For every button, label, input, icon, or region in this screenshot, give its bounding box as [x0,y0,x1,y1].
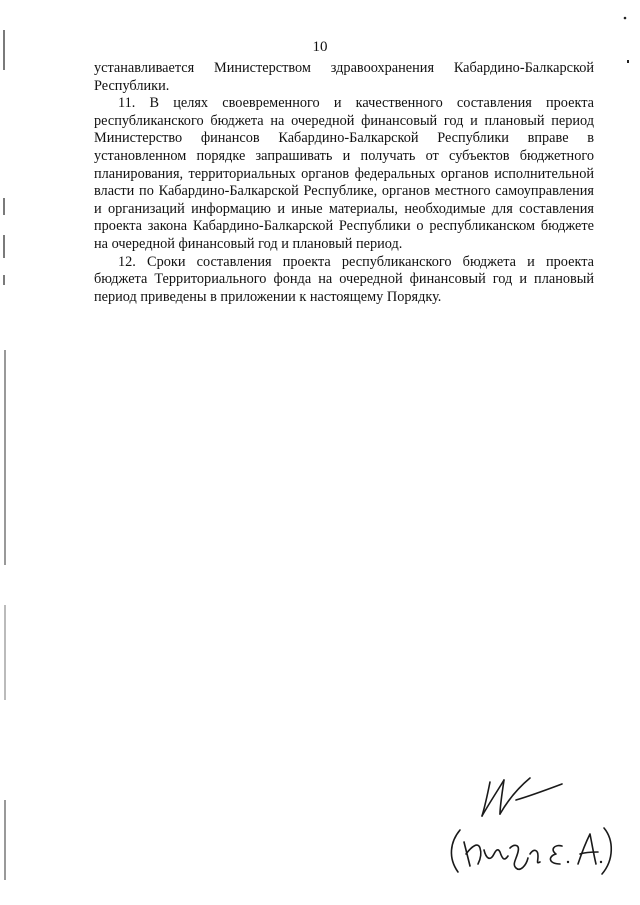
paragraph-12: 12. Сроки составления проекта республиканского бюджета и проекта бюджета Территориального фонда на очередной финансовый год и плановый период приведены в приложении к настоящему Порядку. [94,253,594,305]
paragraph-11: 11. В целях своевременного и качественного составления проекта республиканского бюджета на очередной финансовый год и плановый период Министерство финансов Кабардино-Балкарской Республики вправе в установленном порядке запрашивать и получать от субъектов бюджетного планирования, территориальных органов федеральных органов исполнительной власти по Кабардино-Балкарской Республике, органов местного самоуправления и организаций информацию и иные материалы, необходимые для составления проекта закона Кабардино-Балкарской Республики о республиканском бюджете на очередной финансовый год и плановый период. [94,95,594,252]
scan-margin-marks [0,0,12,905]
document-body [94,60,594,306]
page-number: 10 [312,39,328,55]
paragraph-continuation: устанавливается Министерством здравоохранения Кабардино-Балкарской Республики. [94,60,594,94]
handwritten-signature [438,772,616,880]
